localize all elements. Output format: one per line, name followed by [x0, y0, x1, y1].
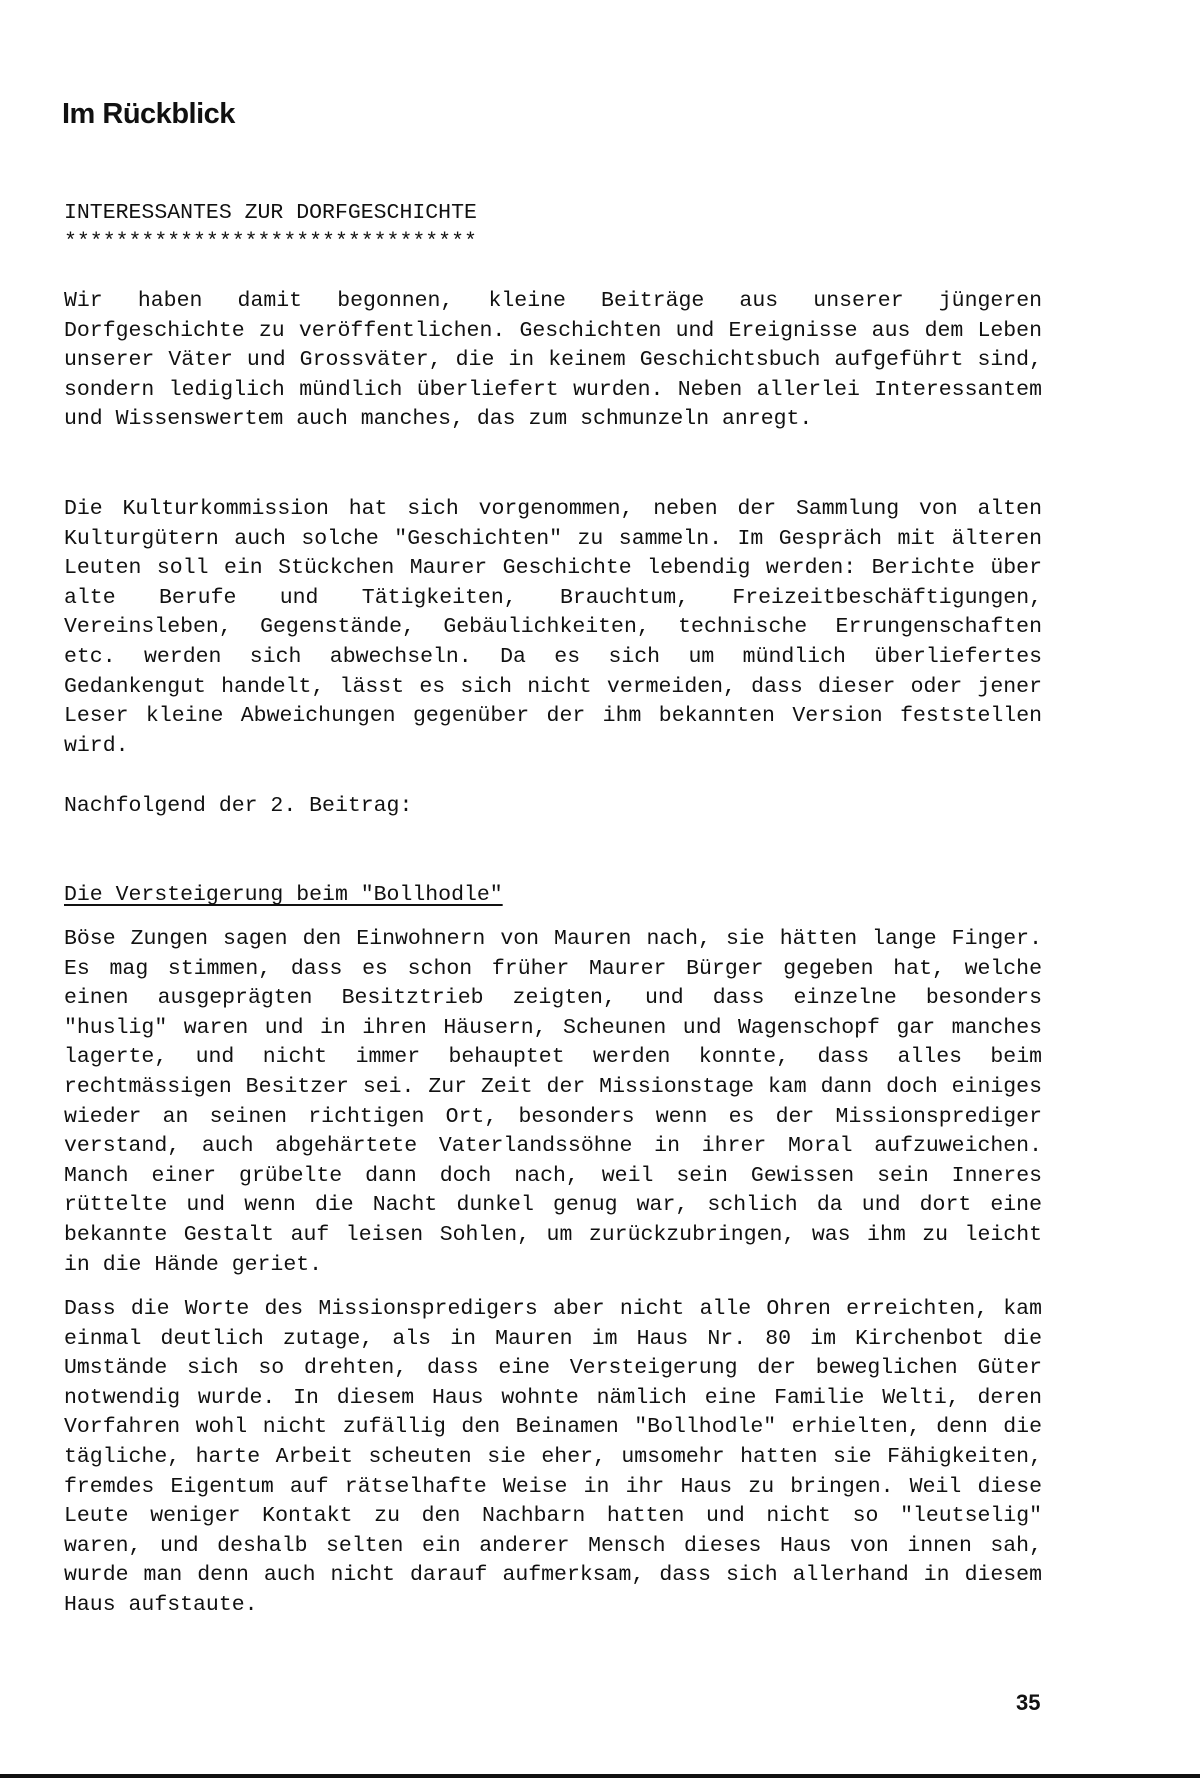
bottom-rule — [0, 1774, 1200, 1778]
page-number: 35 — [1016, 1690, 1041, 1715]
story-paragraph-2 — [64, 1295, 1042, 1621]
section-heading: INTERESSANTES ZUR DORFGESCHICHTE — [64, 201, 477, 225]
story-paragraph-1 — [64, 925, 1042, 1280]
story-title: Die Versteigerung beim "Bollhodle" — [64, 883, 503, 907]
page-title: Im Rückblick — [62, 98, 235, 130]
intro-paragraph-3 — [64, 792, 1042, 822]
intro-paragraph-1 — [64, 287, 1042, 435]
intro-paragraph-2 — [64, 495, 1042, 761]
story-paragraph-1-text: Böse Zungen sagen den Einwohnern von Mauren nach, sie hätten lange Finger. Es mag stimmen, dass es schon früher Maurer Bürger gegeben hat, welche einen ausgeprägten Besitztrieb zeigten, und dass einzelne besonders "huslig" waren und in ihren Häusern, Scheunen und Wagenschopf gar manches lagerte, und nicht immer behauptet werden konnte, dass alles beim rechtmässigen Besitzer sei. Zur Zeit der Missionstage kam dann doch einiges wieder an seinen richtigen Ort, besonders wenn es der Missionsprediger verstand, auch abgehärtete Vaterlandssöhne in ihrer Moral aufzuweichen. Manch einer grübelte dann doch nach, weil sein Gewissen sein Inneres rüttelte und wenn die Nacht dunkel genug war, schlich da und dort eine bekannte Gestalt auf leisen Sohlen, um zurückzubringen, was ihm zu leicht in die Hände geriet. — [64, 927, 1042, 1277]
intro-paragraph-2-text: Die Kulturkommission hat sich vorgenommen, neben der Sammlung von alten Kulturgütern auch solche "Geschichten" zu sammeln. Im Gespräch mit älteren Leuten soll ein Stückchen Maurer Geschichte lebendig werden: Berichte über alte Berufe und Tätigkeiten, Brauchtum, Freizeitbeschäftigungen, Vereinsleben, Gegenstände, Gebäulichkeiten, technische Errungenschaften etc. werden sich abwechseln. Da es sich um mündlich überliefertes Gedankengut handelt, lässt es sich nicht vermeiden, dass dieser oder jener Leser kleine Abweichungen gegenüber der ihm bekannten Version feststellen wird. — [64, 497, 1042, 758]
intro-paragraph-3-text: Nachfolgend der 2. Beitrag: — [64, 794, 413, 818]
intro-paragraph-1-text: Wir haben damit begonnen, kleine Beiträge aus unserer jüngeren Dorfgeschichte zu veröffentlichen. Geschichten und Ereignisse aus dem Leben unserer Väter und Grossväter, die in keinem Geschichtsbuch aufgeführt sind, sondern lediglich mündlich überliefert wurden. Neben allerlei Interessantem und Wissenswertem auch manches, das zum schmunzeln anregt. — [64, 289, 1042, 432]
section-heading-rule: ******************************** — [64, 230, 477, 254]
story-paragraph-2-text: Dass die Worte des Missionspredigers aber nicht alle Ohren erreichten, kam einmal deutlich zutage, als in Mauren im Haus Nr. 80 im Kirchenbot die Umstände sich so drehten, dass eine Versteigerung der beweglichen Güter notwendig wurde. In diesem Haus wohnte nämlich eine Familie Welti, deren Vorfahren wohl nicht zufällig den Beinamen "Bollhodle" erhielten, denn die tägliche, harte Arbeit scheuten sie eher, umsomehr hatten sie Fähigkeiten, fremdes Eigentum auf rätselhafte Weise in ihr Haus zu bringen. Weil diese Leute weniger Kontakt zu den Nachbarn hatten und nicht so "leutselig" waren, und deshalb selten ein anderer Mensch dieses Haus von innen sah, wurde man denn auch nicht darauf aufmerksam, dass sich allerhand in diesem Haus aufstaute. — [64, 1297, 1042, 1617]
